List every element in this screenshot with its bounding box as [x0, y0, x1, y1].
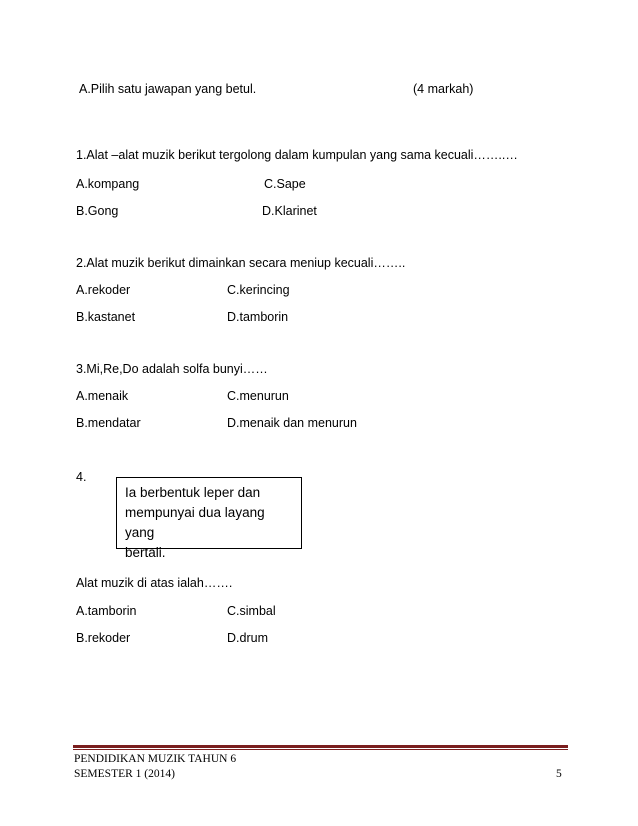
footer-subject: PENDIDIKAN MUZIK TAHUN 6 [74, 753, 237, 765]
footer-rule-thin [73, 749, 568, 750]
question-1-option-b: B.Gong [76, 204, 119, 218]
question-4-option-c: C.simbal [227, 604, 276, 618]
instruction-text: A.Pilih satu jawapan yang betul. [79, 82, 257, 96]
question-2-option-c: C.kerincing [227, 283, 290, 297]
question-2-stem: 2.Alat muzik berikut dimainkan secara meniup kecuali…….. [76, 256, 406, 270]
question-4-number: 4. [76, 470, 87, 484]
question-3-option-a: A.menaik [76, 389, 129, 403]
page-number: 5 [556, 768, 562, 780]
question-3-option-b: B.mendatar [76, 416, 141, 430]
question-1-stem: 1.Alat –alat muzik berikut tergolong dalam kumpulan yang sama kecuali……..… [76, 148, 518, 162]
question-2-option-a: A.rekoder [76, 283, 131, 297]
question-4-option-a: A.tamborin [76, 604, 137, 618]
question-1-option-c: C.Sape [264, 177, 306, 191]
question-4-option-d: D.drum [227, 631, 268, 645]
question-4-description-box [116, 477, 302, 560]
box-line-2: mempunyai dua layang yang [125, 505, 265, 540]
footer-rule-thick [73, 745, 568, 748]
question-4-stem: Alat muzik di atas ialah……. [76, 576, 233, 590]
question-1-option-a: A.kompang [76, 177, 140, 191]
question-3-option-d: D.menaik dan menurun [227, 416, 357, 430]
question-1-option-d: D.Klarinet [262, 204, 317, 218]
box-line-1: Ia berbentuk leper dan [125, 485, 261, 500]
question-3-option-c: C.menurun [227, 389, 289, 403]
footer-semester: SEMESTER 1 (2014) [74, 768, 175, 780]
question-2-option-b: B.kastanet [76, 310, 136, 324]
question-4-option-b: B.rekoder [76, 631, 131, 645]
instruction-marks: (4 markah) [413, 82, 474, 96]
box-line-3: bertali. [125, 545, 166, 560]
question-3-stem: 3.Mi,Re,Do adalah solfa bunyi…… [76, 362, 268, 376]
question-2-option-d: D.tamborin [227, 310, 289, 324]
